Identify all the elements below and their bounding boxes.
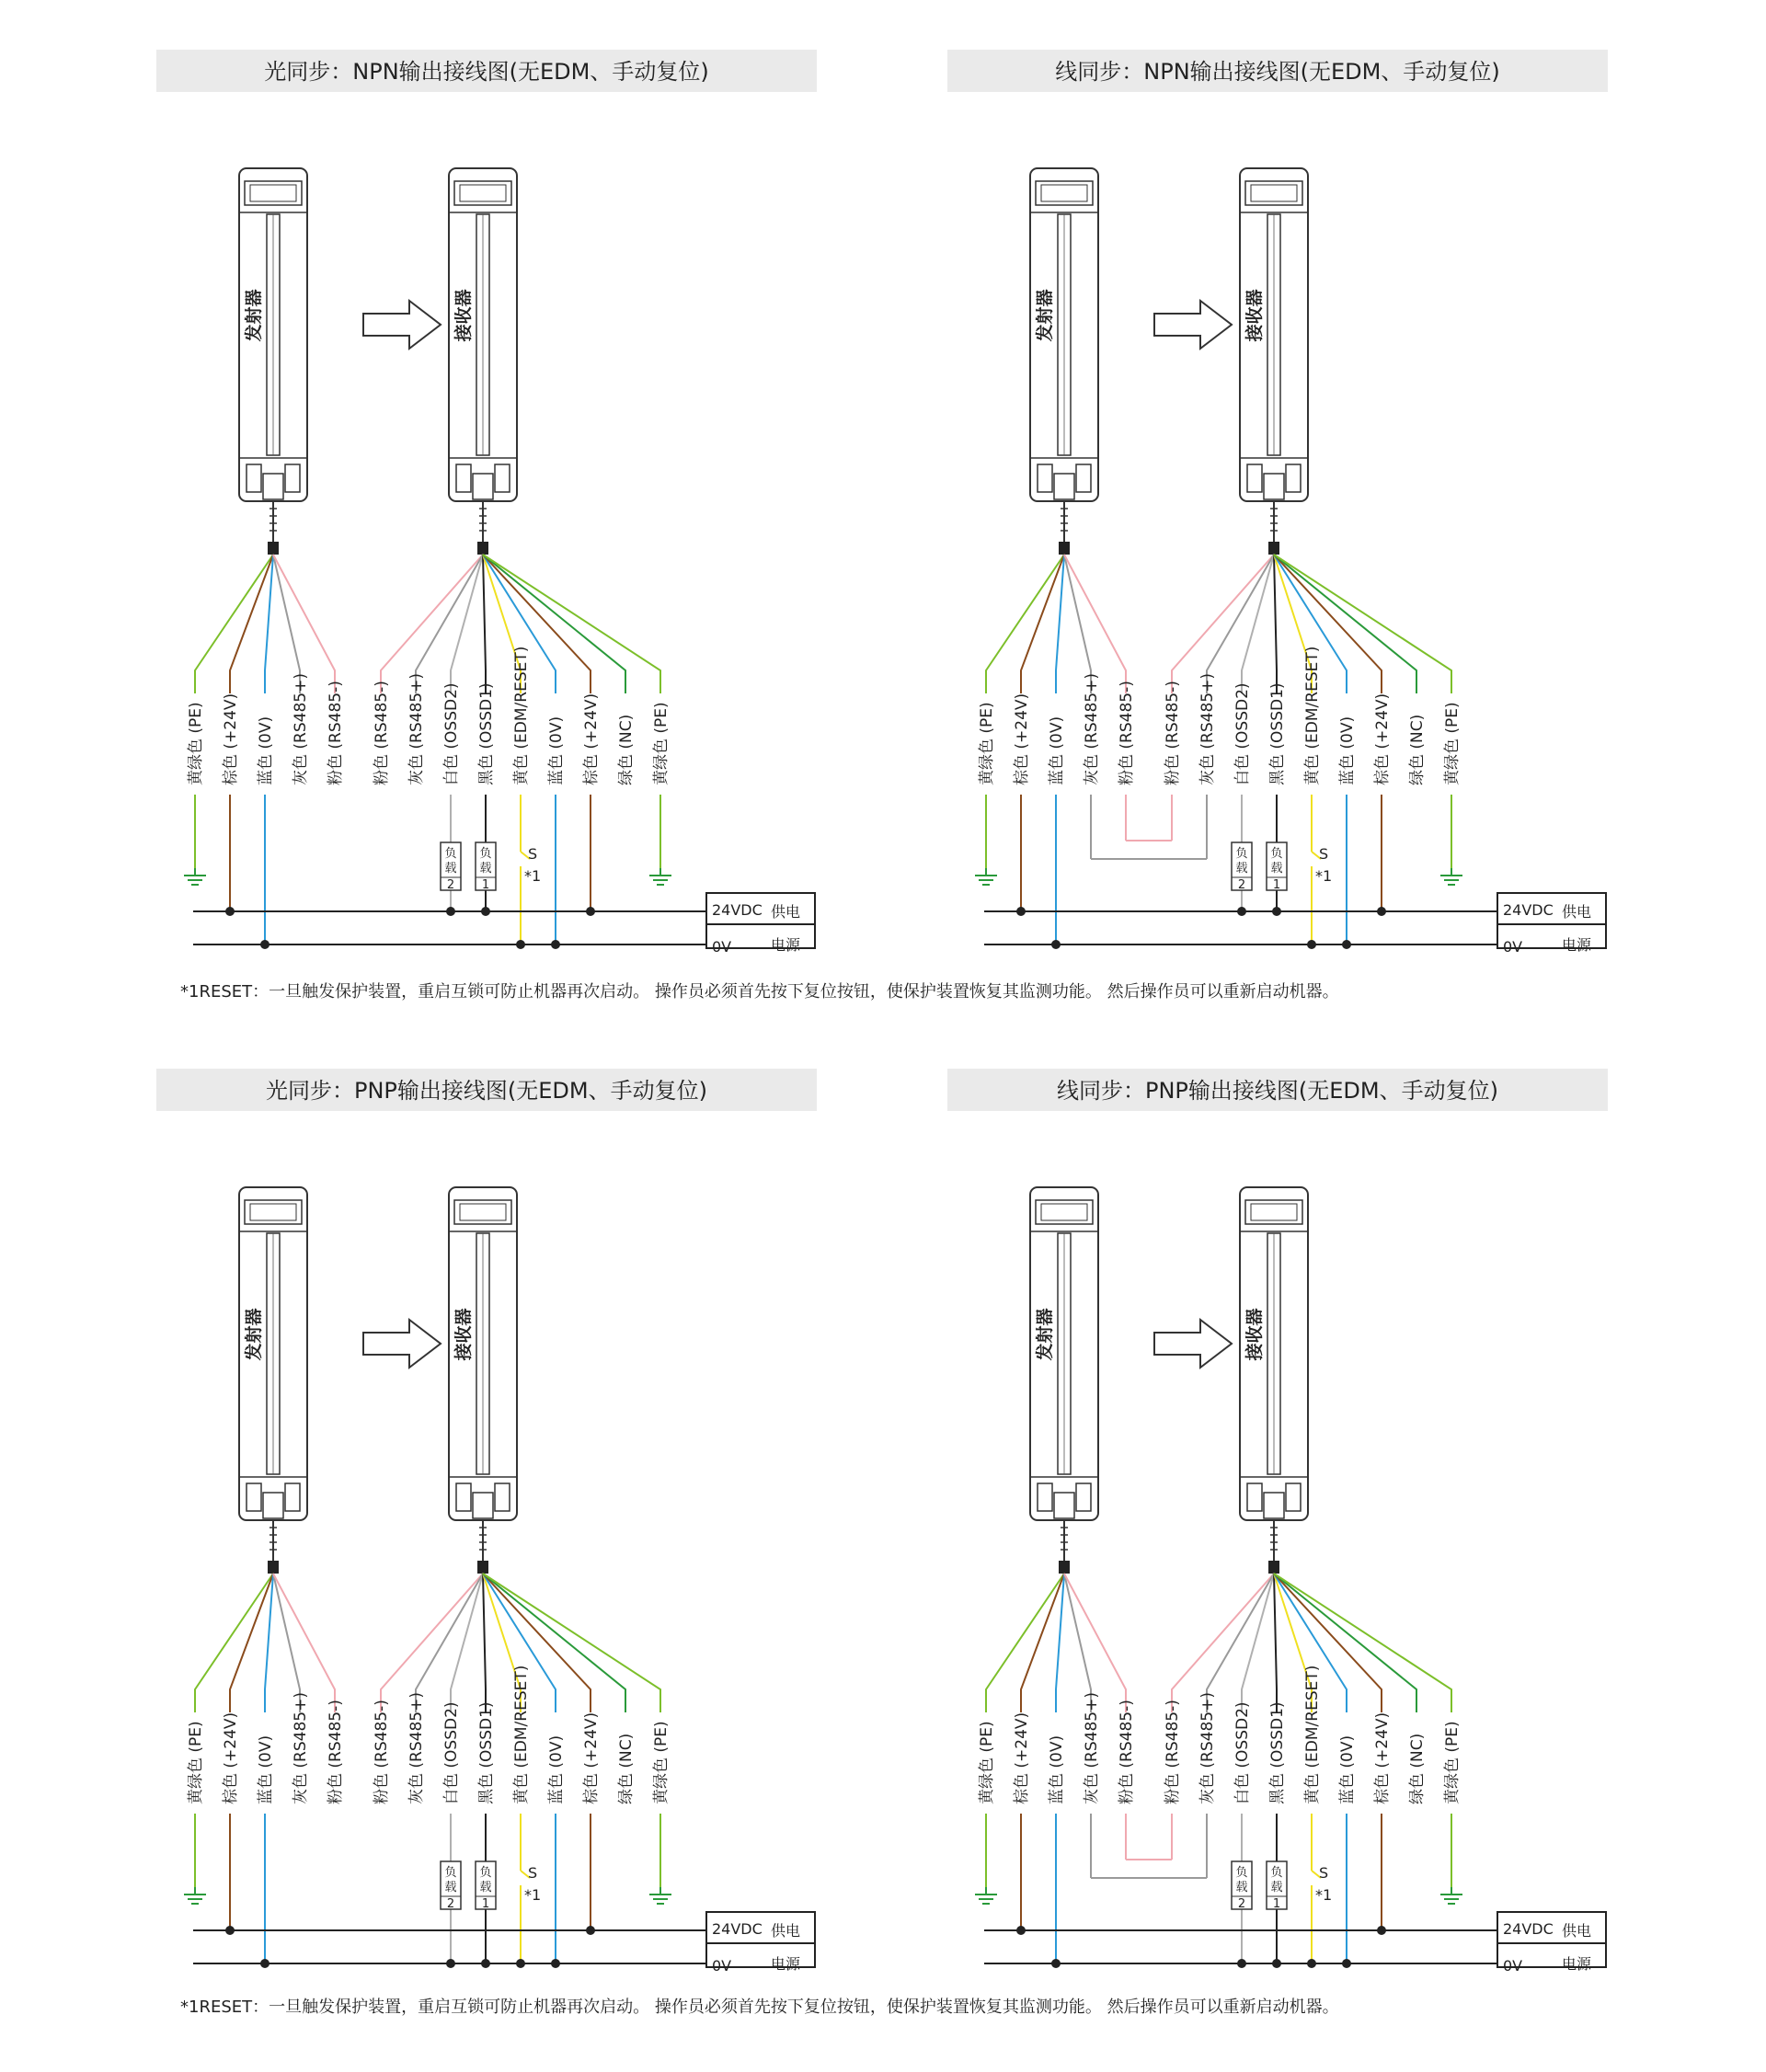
sync-link (1091, 1860, 1207, 1878)
receiver-wire-label: 黄色 (EDM/RESET) (1303, 646, 1322, 785)
ground-icon (1440, 868, 1462, 885)
switch-note-ref: *1 (1315, 1886, 1333, 1904)
load-char: 载 (1270, 862, 1283, 876)
panel-title: 线同步：NPN输出接线图(无EDM、手动复位) (1055, 59, 1500, 85)
receiver-wire-label: 黄绿色 (PE) (652, 1721, 671, 1804)
emitter-wire-label: 黄绿色 (PE) (978, 1721, 996, 1804)
power-0v-label: 0V (712, 1957, 732, 1975)
power-24v-label: 24VDC (712, 1920, 763, 1938)
load-char: 负 (1235, 1866, 1248, 1880)
receiver-wire-label: 黄色 (EDM/RESET) (1303, 1665, 1322, 1804)
load-char: 载 (1235, 1881, 1248, 1895)
emitter-wire-label: 棕色 (+24V) (1013, 693, 1031, 785)
load-char: 载 (1270, 1881, 1283, 1895)
load-box (476, 842, 496, 892)
direction-arrow-icon (1154, 301, 1232, 349)
receiver-wire (381, 555, 483, 693)
load-char: 载 (1235, 862, 1248, 876)
receiver-wire-label: 棕色 (+24V) (582, 693, 601, 785)
receiver-wire-label: 粉色 (RS485-) (1164, 681, 1182, 785)
power-24v-label: 24VDC (712, 901, 763, 919)
receiver-wire-label: 灰色 (RS485+) (1198, 673, 1217, 785)
load-box (441, 842, 461, 892)
load-char: 负 (479, 1866, 492, 1880)
emitter-wire-label: 黄绿色 (PE) (978, 702, 996, 785)
switch-label: S (528, 845, 538, 863)
device-label: 发射器 (244, 1308, 264, 1361)
receiver-wire-label: 黑色 (OSSD1) (1268, 1701, 1287, 1804)
load-number: 2 (1237, 1897, 1246, 1911)
sync-link (1091, 841, 1207, 859)
receiver-wire (1274, 1574, 1416, 1712)
power-supply-box (1497, 1912, 1606, 1975)
load-box (1267, 842, 1287, 892)
receiver-wire-label: 灰色 (RS485+) (407, 673, 426, 785)
reset-note-2: *1RESET：一旦触发保护装置，重启互锁可防止机器再次启动。 操作员必须首先按下复位按钮，使保护装置恢复其监测功能。 然后操作员可以重新启动机器。 (180, 1998, 1339, 2017)
load-char: 载 (444, 862, 457, 876)
ground-icon (1440, 1887, 1462, 1904)
load-char: 载 (479, 1881, 492, 1895)
device-label: 发射器 (244, 289, 264, 342)
receiver-wire-label: 黄绿色 (PE) (652, 702, 671, 785)
receiver-wire (1274, 1574, 1451, 1887)
load-box (476, 1861, 496, 1911)
receiver-wire-label: 白色 (OSSD2) (1233, 682, 1252, 785)
connector (268, 1520, 279, 1574)
switch-label: S (1319, 845, 1329, 863)
switch-note-ref: *1 (524, 867, 542, 885)
emitter-wire-label: 蓝色 (0V) (257, 1734, 275, 1804)
receiver-wire-label: 黑色 (OSSD1) (477, 682, 496, 785)
receiver-wire (381, 1574, 483, 1712)
receiver-wire (483, 555, 625, 693)
load-number: 2 (446, 1897, 455, 1911)
receiver-wire (483, 1574, 625, 1712)
power-source-label: 电源 (1562, 936, 1592, 954)
receiver-wire-label: 蓝色 (0V) (1338, 715, 1357, 785)
receiver-wire-label: 灰色 (RS485+) (407, 1692, 426, 1804)
receiver-wire (1172, 555, 1274, 841)
device-label: 接收器 (453, 1308, 474, 1361)
panel-3 (156, 1069, 817, 1975)
connector (477, 501, 488, 555)
receiver-wire-label: 棕色 (+24V) (1373, 693, 1392, 785)
panel-4 (947, 1069, 1608, 1975)
receiver-wire-label: 灰色 (RS485+) (1198, 1692, 1217, 1804)
emitter-device (1030, 1187, 1098, 1574)
device-label: 发射器 (1035, 289, 1055, 342)
switch-note-ref: *1 (524, 1886, 542, 1904)
emitter-device (1030, 168, 1098, 555)
receiver-wire-label: 粉色 (RS485-) (373, 681, 391, 785)
power-0v-label: 0V (1503, 938, 1523, 956)
device-label: 接收器 (453, 289, 474, 342)
receiver-wire (483, 555, 660, 868)
receiver-wire-label: 棕色 (+24V) (582, 1711, 601, 1804)
receiver-wire (483, 1574, 660, 1887)
load-char: 负 (479, 847, 492, 861)
direction-arrow-icon (363, 301, 441, 349)
power-supply-box (706, 893, 815, 956)
power-24v-label: 24VDC (1503, 1920, 1554, 1938)
device-label: 接收器 (1244, 1308, 1265, 1361)
load-number: 1 (481, 1897, 490, 1911)
emitter-wire-label: 黄绿色 (PE) (187, 702, 205, 785)
receiver-wire-label: 白色 (OSSD2) (1233, 1701, 1252, 1804)
connector (477, 1520, 488, 1574)
receiver-wire-label: 棕色 (+24V) (1373, 1711, 1392, 1804)
receiver-wire-label: 白色 (OSSD2) (442, 682, 461, 785)
receiver-wire-label: 绿色 (NC) (617, 1733, 636, 1804)
panel-2 (947, 50, 1608, 956)
emitter-wire-label: 棕色 (+24V) (1013, 1711, 1031, 1804)
ground-icon (975, 868, 997, 885)
load-char: 负 (1270, 847, 1283, 861)
reset-note-1: *1RESET：一旦触发保护装置，重启互锁可防止机器再次启动。 操作员必须首先按下复位按钮，使保护装置恢复其监测功能。 然后操作员可以重新启动机器。 (180, 982, 1339, 1002)
load-box (1267, 1861, 1287, 1911)
load-number: 2 (446, 878, 455, 892)
power-supply-box (1497, 893, 1606, 956)
receiver-wire-label: 黄色 (EDM/RESET) (512, 1665, 531, 1804)
device-label: 发射器 (1035, 1308, 1055, 1361)
emitter-wire-label: 粉色 (RS485-) (327, 681, 345, 785)
connector (1268, 501, 1279, 555)
power-supply-label: 供电 (771, 903, 801, 921)
power-source-label: 电源 (771, 1955, 801, 1973)
power-supply-box (706, 1912, 815, 1975)
connector (1059, 501, 1070, 555)
emitter-wire-label: 灰色 (RS485+) (1083, 1692, 1101, 1804)
load-char: 载 (444, 1881, 457, 1895)
power-supply-label: 供电 (1562, 903, 1592, 921)
emitter-wire-label: 灰色 (RS485+) (292, 673, 310, 785)
load-box (441, 1861, 461, 1911)
connector (268, 501, 279, 555)
receiver-wire (1172, 1574, 1274, 1860)
panel-title: 光同步：NPN输出接线图(无EDM、手动复位) (264, 59, 709, 85)
receiver-wire-label: 黑色 (OSSD1) (1268, 682, 1287, 785)
load-number: 1 (1272, 878, 1281, 892)
direction-arrow-icon (1154, 1320, 1232, 1368)
load-box (1232, 1861, 1252, 1911)
panel-1 (156, 50, 817, 956)
ground-icon (649, 1887, 671, 1904)
load-box (1232, 842, 1252, 892)
emitter-device (239, 168, 307, 555)
receiver-wire-label: 粉色 (RS485-) (373, 1700, 391, 1804)
power-supply-label: 供电 (1562, 1922, 1592, 1940)
emitter-device (239, 1187, 307, 1574)
receiver-wire-label: 绿色 (NC) (1408, 714, 1427, 785)
ground-icon (184, 1887, 206, 1904)
device-label: 接收器 (1244, 289, 1265, 342)
receiver-wire-label: 黑色 (OSSD1) (477, 1701, 496, 1804)
power-bus (984, 911, 1497, 944)
receiver-wire-label: 黄绿色 (PE) (1443, 702, 1462, 785)
power-supply-label: 供电 (771, 1922, 801, 1940)
receiver-device (449, 1187, 517, 1574)
ground-icon (975, 1887, 997, 1904)
emitter-wire-label: 灰色 (RS485+) (292, 1692, 310, 1804)
load-char: 负 (1270, 1866, 1283, 1880)
receiver-device (449, 168, 517, 555)
receiver-device (1240, 168, 1308, 555)
emitter-wire-label: 粉色 (RS485-) (1118, 681, 1136, 785)
load-char: 负 (444, 847, 457, 861)
ground-icon (184, 868, 206, 885)
emitter-wire-label: 粉色 (RS485-) (327, 1700, 345, 1804)
receiver-wire-label: 白色 (OSSD2) (442, 1701, 461, 1804)
switch-note-ref: *1 (1315, 867, 1333, 885)
panel-title: 光同步：PNP输出接线图(无EDM、手动复位) (266, 1078, 707, 1104)
connector (1268, 1520, 1279, 1574)
receiver-wire-label: 粉色 (RS485-) (1164, 1700, 1182, 1804)
receiver-wire-label: 黄绿色 (PE) (1443, 1721, 1462, 1804)
load-char: 负 (444, 1866, 457, 1880)
emitter-wire-label: 蓝色 (0V) (1048, 715, 1066, 785)
emitter-wire (273, 555, 300, 693)
power-24v-label: 24VDC (1503, 901, 1554, 919)
receiver-wire-label: 绿色 (NC) (617, 714, 636, 785)
power-0v-label: 0V (712, 938, 732, 956)
receiver-device (1240, 1187, 1308, 1574)
receiver-wire (1274, 555, 1451, 868)
power-bus (193, 911, 706, 944)
emitter-wire-label: 粉色 (RS485-) (1118, 1700, 1136, 1804)
power-source-label: 电源 (1562, 1955, 1592, 1973)
emitter-wire-label: 棕色 (+24V) (222, 693, 240, 785)
load-number: 1 (481, 878, 490, 892)
receiver-wire-label: 蓝色 (0V) (1338, 1734, 1357, 1804)
panel-title: 线同步：PNP输出接线图(无EDM、手动复位) (1057, 1078, 1498, 1104)
emitter-wire-label: 蓝色 (0V) (257, 715, 275, 785)
load-number: 2 (1237, 878, 1246, 892)
emitter-wire (273, 1574, 335, 1712)
receiver-wire (416, 1574, 483, 1712)
emitter-wire (273, 1574, 300, 1712)
receiver-wire (1274, 555, 1416, 693)
emitter-wire-label: 棕色 (+24V) (222, 1711, 240, 1804)
emitter-wire (273, 555, 335, 693)
emitter-wire-label: 灰色 (RS485+) (1083, 673, 1101, 785)
connector (1059, 1520, 1070, 1574)
power-source-label: 电源 (771, 936, 801, 954)
load-char: 载 (479, 862, 492, 876)
receiver-wire-label: 蓝色 (0V) (547, 1734, 566, 1804)
power-0v-label: 0V (1503, 1957, 1523, 1975)
direction-arrow-icon (363, 1320, 441, 1368)
switch-label: S (528, 1864, 538, 1882)
switch-label: S (1319, 1864, 1329, 1882)
receiver-wire-label: 黄色 (EDM/RESET) (512, 646, 531, 785)
load-char: 负 (1235, 847, 1248, 861)
load-number: 1 (1272, 1897, 1281, 1911)
ground-icon (649, 868, 671, 885)
emitter-wire-label: 蓝色 (0V) (1048, 1734, 1066, 1804)
receiver-wire-label: 蓝色 (0V) (547, 715, 566, 785)
receiver-wire (416, 555, 483, 693)
receiver-wire-label: 绿色 (NC) (1408, 1733, 1427, 1804)
emitter-wire-label: 黄绿色 (PE) (187, 1721, 205, 1804)
